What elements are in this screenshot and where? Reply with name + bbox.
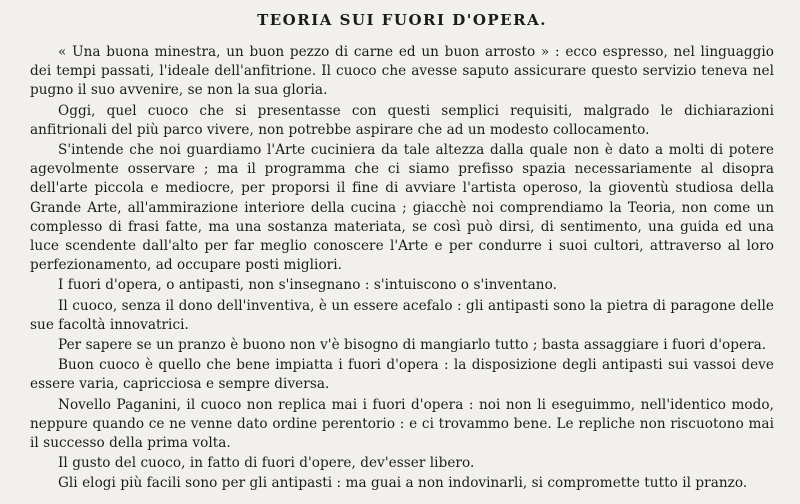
paragraph-8: Novello Paganini, il cuoco non replica mai i fuori d'opera : noi non li eseguimmo, nell'identico modo, neppure quando ce ne venne dato ordine perentorio : e ci trovammo bene. Le repliche non riscuotono mai il successo della prima volta. [30, 396, 774, 452]
paragraph-4: I fuori d'opera, o antipasti, non s'insegnano : s'intuiscono o s'inventano. [58, 277, 557, 294]
page-title: TEORIA SUI FUORI D'OPERA. [257, 11, 547, 29]
paragraph-7: Buon cuoco è quello che bene impiatta i fuori d'opera : la disposizione degli antipasti sui vassoi deve essere varia, capricciosa e sempre diversa. [30, 357, 774, 393]
paragraph-2: Oggi, quel cuoco che si presentasse con questi semplici requisiti, malgrado le dichiarazioni anfitrionali del più parco vivere, non potrebbe aspirare che ad un modesto collocamento. [30, 102, 774, 138]
paragraph-9: Il gusto del cuoco, in fatto di fuori d'opere, dev'esser libero. [58, 455, 475, 472]
paragraph-1: « Una buona minestra, un buon pezzo di carne ed un buon arrosto » : ecco espresso, nel linguaggio dei tempi passati, l'ideale dell'anfitrione. Il cuoco che avesse saputo assicurare questo servizio teneva nel pugno il suo avvenire, se non la sua gloria. [30, 44, 774, 99]
paragraph-3: S'intende che noi guardiamo l'Arte cuciniera da tale altezza dalla quale non è dato a molti di potere agevolmente osservare ; ma il programma che ci siamo prefisso spazia necessariamente al disopra dell'arte piccola e mediocre, per proporsi il fine di avviare l'artista operoso, la gioventù studiosa della Grande Arte, all'ammirazione interiore della cucina ; giacchè noi comprendiamo la Teoria, non come un complesso di frasi fatte, ma una sostanza materiata, se così può dirsi, di sentimento, una guida ed una luce scendente dall'alto per far meglio conoscere l'Arte e per condurre i suoi cultori, attraverso al loro perfezionamento, ad occupare posti migliori. [30, 142, 774, 274]
paragraph-6: Per sapere se un pranzo è buono non v'è bisogno di mangiarlo tutto ; basta assaggiare i fuori d'opera. [58, 337, 767, 354]
paragraph-10: Gli elogi più facili sono per gli antipasti : ma guai a non indovinarli, si compromette tutto il pranzo. [58, 475, 748, 492]
paragraph-5: Il cuoco, senza il dono dell'inventiva, è un essere acefalo : gli antipasti sono la pietra di paragone delle sue facoltà innovatrici. [30, 297, 774, 333]
